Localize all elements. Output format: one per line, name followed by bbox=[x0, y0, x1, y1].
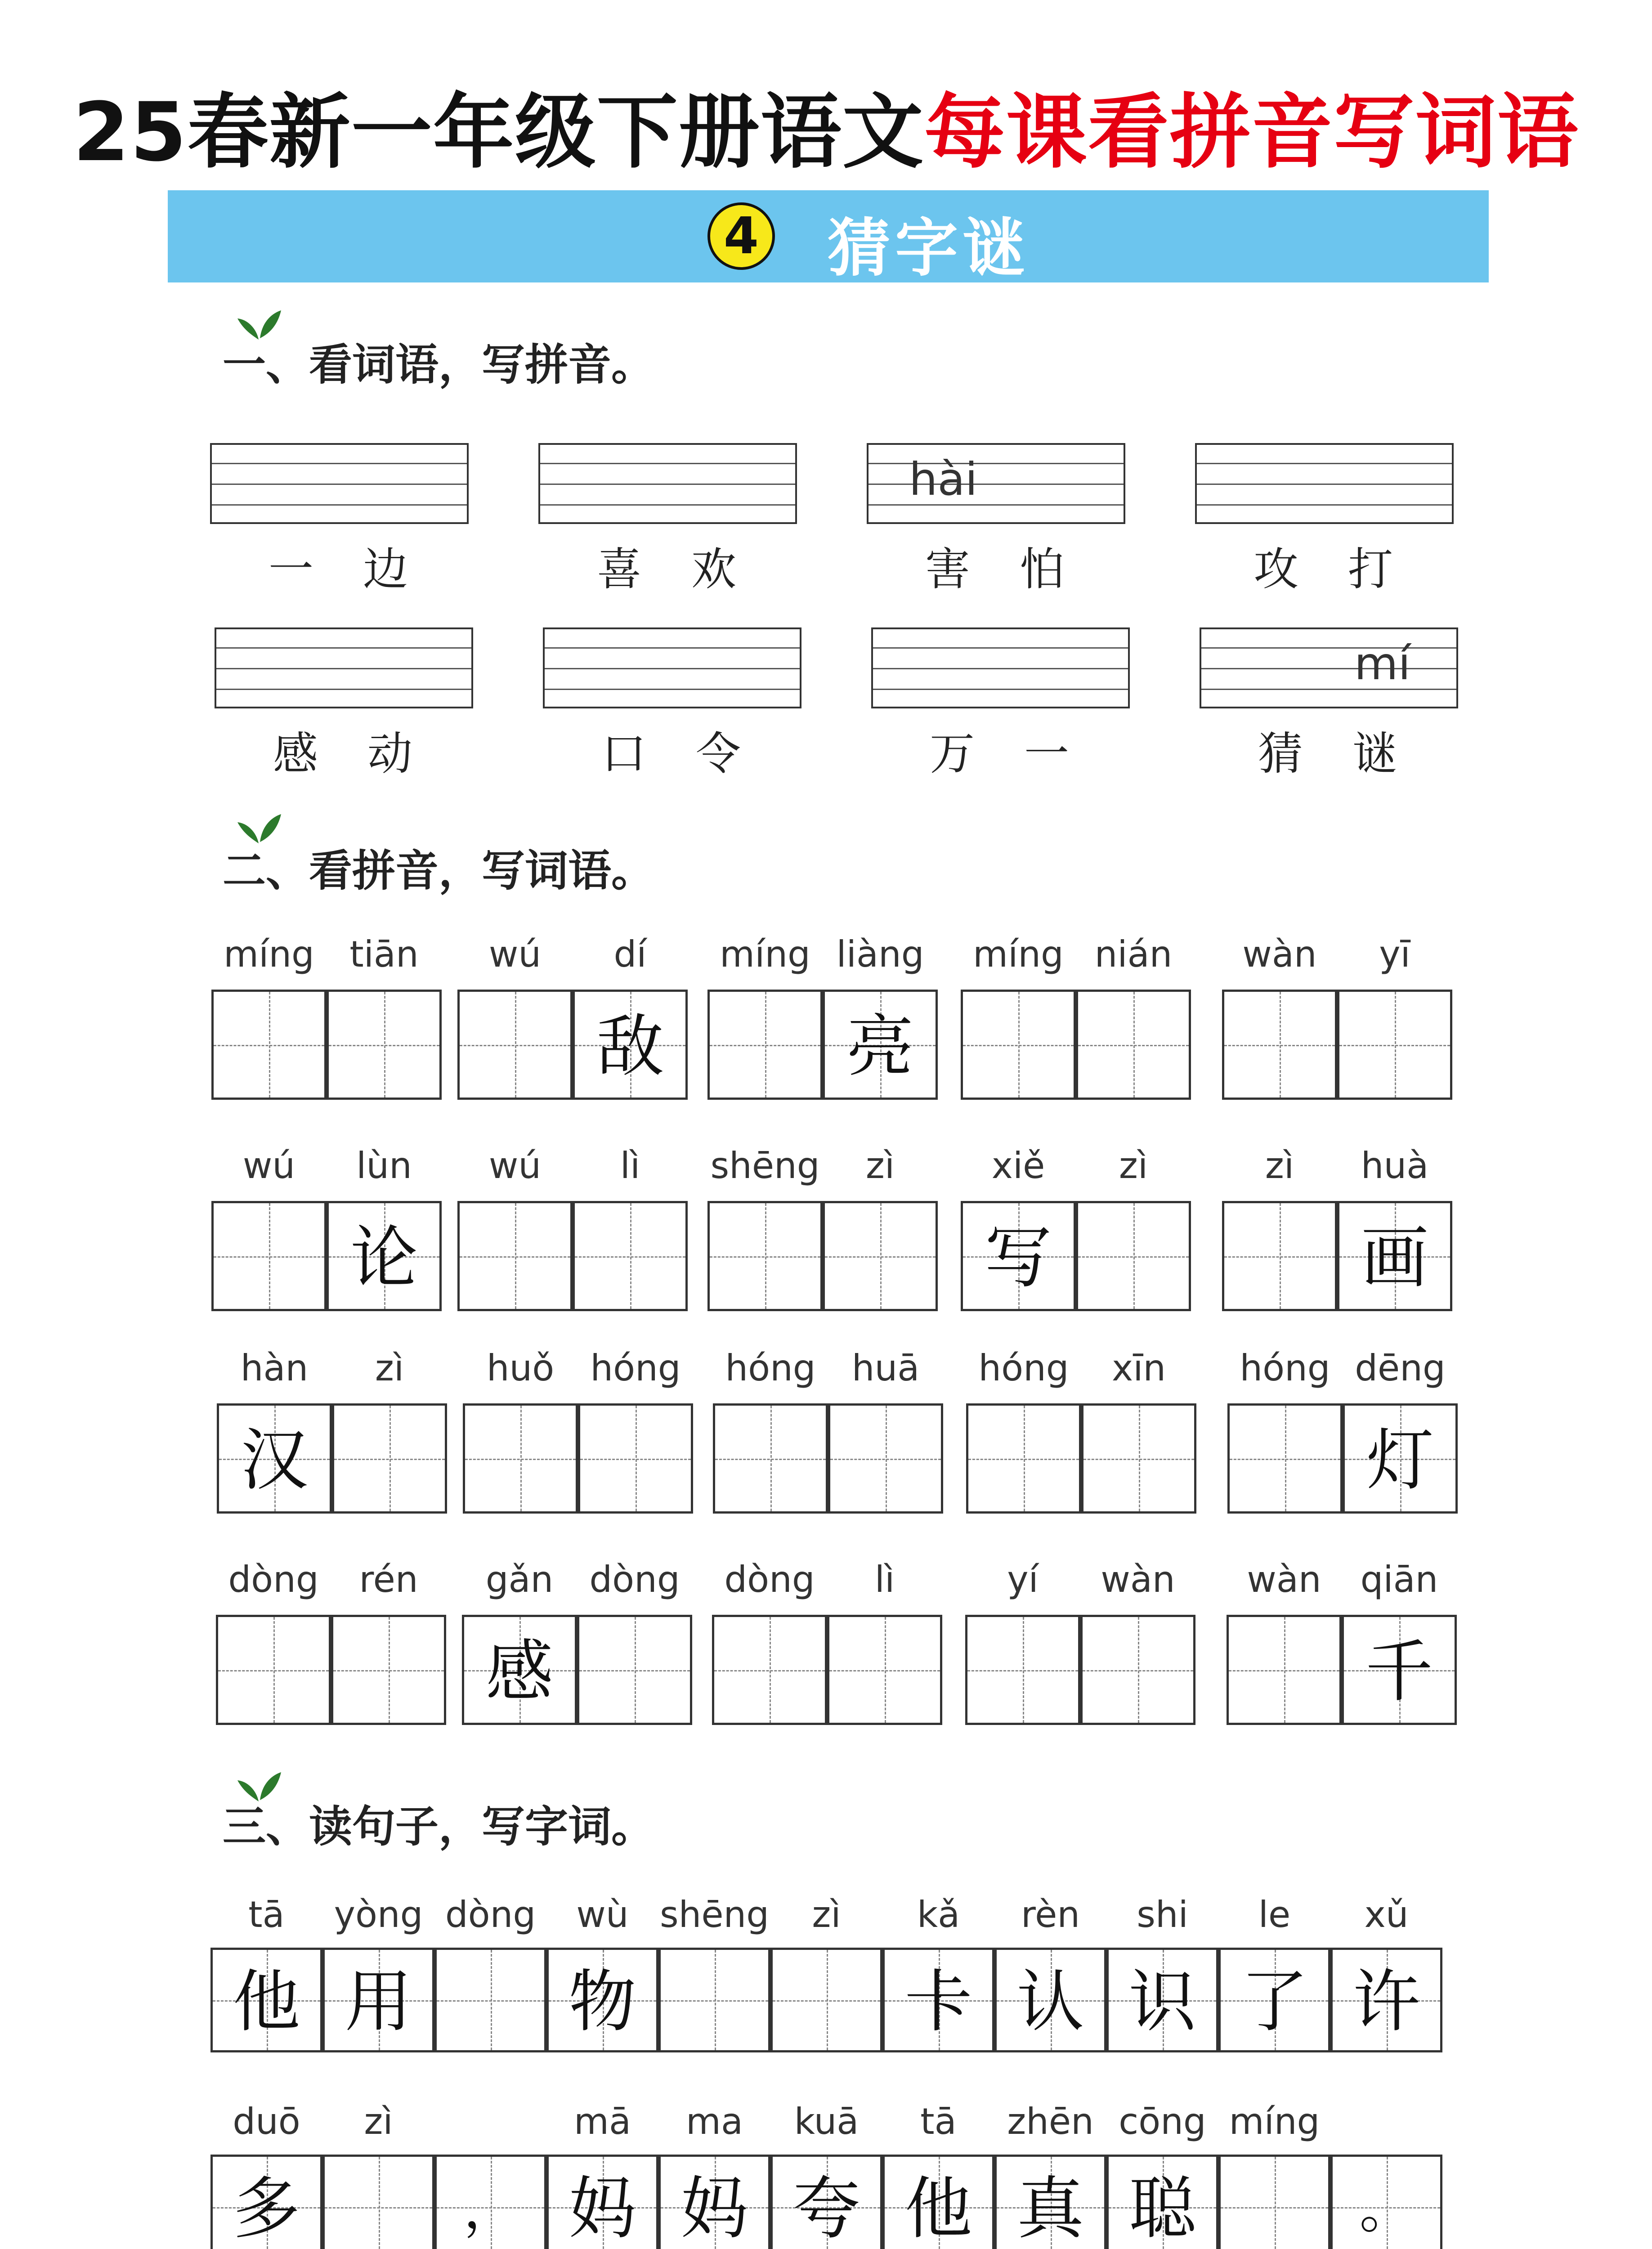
given-character bbox=[329, 992, 439, 1098]
pinyin-label: yī bbox=[1379, 933, 1410, 975]
section2-heading: 二、看拼音，写词语。 bbox=[223, 846, 654, 896]
pinyin-label: lì bbox=[620, 1145, 640, 1187]
word-char: 一 bbox=[1024, 727, 1069, 780]
pinyin-label: zì bbox=[812, 1894, 841, 1935]
pinyin-label: zhēn bbox=[1007, 2101, 1094, 2142]
character-box[interactable] bbox=[707, 1201, 823, 1311]
pinyin-label: duō bbox=[233, 2101, 300, 2142]
sentence-character-box[interactable] bbox=[994, 1948, 1106, 2052]
given-character: 物 bbox=[569, 1963, 636, 2041]
pinyin-label: tiān bbox=[349, 933, 419, 975]
word-characters bbox=[538, 533, 797, 596]
title-highlight: 每课看拼音写词语 bbox=[924, 85, 1579, 179]
word-char: 喜 bbox=[597, 543, 642, 596]
word-char: 令 bbox=[696, 727, 741, 780]
given-character bbox=[465, 1406, 576, 1511]
word-char: 害 bbox=[925, 543, 970, 596]
pinyin-label: wàn bbox=[1247, 1559, 1321, 1600]
sentence-character-box[interactable] bbox=[770, 1948, 882, 2052]
pinyin-label: qiān bbox=[1360, 1559, 1438, 1600]
given-character: 多 bbox=[233, 2170, 300, 2248]
pinyin-write-box[interactable] bbox=[215, 627, 473, 708]
given-character: 汉 bbox=[240, 1421, 308, 1500]
character-box[interactable] bbox=[1222, 1201, 1337, 1311]
character-box[interactable] bbox=[823, 990, 938, 1100]
given-character: 敌 bbox=[596, 1008, 664, 1086]
given-character bbox=[1078, 1203, 1189, 1309]
given-character bbox=[460, 992, 570, 1098]
given-character: 千 bbox=[1365, 1633, 1433, 1711]
pinyin-write-box[interactable] bbox=[210, 443, 469, 524]
pinyin-label: lùn bbox=[356, 1145, 412, 1187]
pinyin-label: ma bbox=[686, 2101, 743, 2142]
pinyin-write-box[interactable] bbox=[1200, 627, 1458, 708]
character-box[interactable] bbox=[573, 1201, 688, 1311]
given-character bbox=[333, 1617, 444, 1723]
given-character bbox=[334, 1406, 445, 1511]
given-character: 灯 bbox=[1366, 1421, 1434, 1500]
given-character: 聪 bbox=[1128, 2170, 1196, 2248]
character-box[interactable] bbox=[211, 990, 327, 1100]
given-character bbox=[715, 1406, 826, 1511]
character-box[interactable] bbox=[1342, 1615, 1457, 1725]
given-character bbox=[825, 1203, 936, 1309]
given-character: 用 bbox=[345, 1963, 412, 2041]
given-character bbox=[437, 1950, 544, 2050]
given-character bbox=[214, 992, 324, 1098]
pinyin-label: huǒ bbox=[486, 1347, 555, 1389]
pinyin-label: zì bbox=[375, 1347, 404, 1389]
sentence-character-box[interactable] bbox=[1218, 1948, 1330, 2052]
given-character bbox=[661, 1950, 768, 2050]
sentence-character-box[interactable] bbox=[1330, 2155, 1442, 2249]
given-character bbox=[968, 1406, 1079, 1511]
pinyin-label: dēng bbox=[1355, 1347, 1446, 1389]
given-character: 论 bbox=[350, 1219, 418, 1297]
pinyin-label: wú bbox=[488, 1145, 542, 1187]
word-char: 万 bbox=[930, 727, 975, 780]
sentence-character-box[interactable] bbox=[1106, 1948, 1218, 2052]
given-character bbox=[773, 1950, 880, 2050]
word-char: 打 bbox=[1348, 543, 1393, 596]
pinyin-label: wàn bbox=[1101, 1559, 1175, 1600]
sentence-character-box[interactable] bbox=[322, 1948, 434, 2052]
given-character bbox=[1224, 992, 1335, 1098]
word-characters bbox=[1195, 533, 1454, 596]
pinyin-label: míng bbox=[973, 933, 1064, 975]
character-box[interactable] bbox=[332, 1403, 447, 1514]
word-characters bbox=[543, 717, 801, 780]
character-box[interactable] bbox=[713, 1403, 828, 1514]
pinyin-label: shēng bbox=[659, 1894, 770, 1935]
pinyin-label: shēng bbox=[710, 1145, 820, 1187]
pinyin-label: míng bbox=[1229, 2101, 1320, 2142]
pinyin-label: dòng bbox=[228, 1559, 319, 1600]
pinyin-label: hóng bbox=[978, 1347, 1069, 1389]
sentence-character-box[interactable] bbox=[770, 2155, 882, 2249]
pinyin-label: kǎ bbox=[917, 1894, 960, 1935]
word-char: 欢 bbox=[691, 543, 736, 596]
pinyin-label: xīn bbox=[1111, 1347, 1166, 1389]
section3-heading: 三、读句子，写字词。 bbox=[223, 1801, 654, 1852]
character-box[interactable] bbox=[961, 1201, 1076, 1311]
given-character: 妈 bbox=[680, 2170, 748, 2248]
pinyin-label: shi bbox=[1137, 1894, 1188, 1935]
given-character: 许 bbox=[1352, 1963, 1420, 2041]
given-character: 他 bbox=[233, 1963, 300, 2041]
pinyin-label: dòng bbox=[445, 1894, 536, 1935]
pinyin-label: zì bbox=[865, 1145, 895, 1187]
pinyin-label: huā bbox=[851, 1347, 920, 1389]
character-box[interactable] bbox=[327, 990, 442, 1100]
character-box[interactable] bbox=[966, 1403, 1081, 1514]
sentence-character-box[interactable] bbox=[882, 1948, 994, 2052]
character-box[interactable] bbox=[1337, 1201, 1452, 1311]
word-char: 怕 bbox=[1020, 543, 1065, 596]
given-character: 他 bbox=[904, 2170, 972, 2248]
sentence-character-box[interactable] bbox=[658, 2155, 770, 2249]
pinyin-label: dòng bbox=[589, 1559, 680, 1600]
pinyin-label: gǎn bbox=[485, 1559, 554, 1600]
character-box[interactable] bbox=[961, 990, 1076, 1100]
pinyin-label: wàn bbox=[1242, 933, 1317, 975]
given-character bbox=[714, 1617, 825, 1723]
given-character: 画 bbox=[1361, 1219, 1428, 1297]
pinyin-label: zì bbox=[1265, 1145, 1294, 1187]
character-box[interactable] bbox=[712, 1615, 827, 1725]
pinyin-label: míng bbox=[720, 933, 810, 975]
word-char: 感 bbox=[273, 727, 318, 780]
character-box[interactable] bbox=[577, 1615, 692, 1725]
word-characters bbox=[871, 717, 1130, 780]
pinyin-label: lì bbox=[874, 1559, 895, 1600]
word-char: 一 bbox=[269, 543, 313, 596]
word-char: 谜 bbox=[1352, 727, 1397, 780]
given-character: 感 bbox=[485, 1633, 553, 1711]
pinyin-label: zì bbox=[1119, 1145, 1148, 1187]
pinyin-label: mā bbox=[574, 2101, 631, 2142]
given-character: 妈 bbox=[569, 2170, 636, 2248]
pinyin-label: hóng bbox=[590, 1347, 681, 1389]
sentence-character-box[interactable] bbox=[546, 2155, 658, 2249]
pinyin-write-box[interactable] bbox=[538, 443, 797, 524]
character-box[interactable] bbox=[823, 1201, 938, 1311]
sentence-character-box[interactable] bbox=[658, 1948, 770, 2052]
given-character bbox=[1221, 2157, 1328, 2249]
lesson-title: 猜字谜 bbox=[828, 212, 1030, 285]
given-character: 卡 bbox=[904, 1963, 972, 2041]
given-character bbox=[963, 992, 1074, 1098]
pinyin-label: dòng bbox=[724, 1559, 815, 1600]
word-char: 口 bbox=[601, 727, 646, 780]
character-box[interactable] bbox=[827, 1615, 942, 1725]
pinyin-label: míng bbox=[224, 933, 314, 975]
sentence-character-box[interactable] bbox=[994, 2155, 1106, 2249]
word-characters bbox=[1200, 717, 1458, 780]
character-box[interactable] bbox=[1076, 990, 1191, 1100]
sentence-character-box[interactable] bbox=[1330, 1948, 1442, 2052]
given-pinyin: hài bbox=[909, 453, 978, 506]
character-box[interactable] bbox=[1227, 1403, 1343, 1514]
pinyin-write-box[interactable] bbox=[867, 443, 1125, 524]
pinyin-label: tā bbox=[920, 2101, 957, 2142]
sentence-character-box[interactable] bbox=[1106, 2155, 1218, 2249]
given-character: 真 bbox=[1016, 2170, 1084, 2248]
given-character bbox=[1083, 1617, 1193, 1723]
given-character bbox=[967, 1617, 1078, 1723]
character-box[interactable] bbox=[578, 1403, 693, 1514]
character-box[interactable] bbox=[331, 1615, 446, 1725]
word-characters bbox=[867, 533, 1125, 596]
pinyin-label: le bbox=[1258, 1894, 1291, 1935]
given-character bbox=[1339, 992, 1450, 1098]
sentence-character-box[interactable] bbox=[210, 2155, 322, 2249]
pinyin-label: wú bbox=[488, 933, 542, 975]
character-box[interactable] bbox=[457, 1201, 573, 1311]
given-character: 写 bbox=[984, 1219, 1052, 1297]
pinyin-write-box[interactable] bbox=[871, 627, 1130, 708]
character-box[interactable] bbox=[462, 1615, 577, 1725]
character-box[interactable] bbox=[327, 1201, 442, 1311]
given-character bbox=[1224, 1203, 1335, 1309]
character-box[interactable] bbox=[707, 990, 823, 1100]
character-box[interactable] bbox=[1343, 1403, 1458, 1514]
character-box[interactable] bbox=[1337, 990, 1452, 1100]
word-char: 动 bbox=[367, 727, 412, 780]
pinyin-label: huà bbox=[1361, 1145, 1429, 1187]
pinyin-label: tā bbox=[248, 1894, 285, 1935]
pinyin-label: nián bbox=[1094, 933, 1173, 975]
pinyin-write-box[interactable] bbox=[1195, 443, 1454, 524]
lesson-number-badge: 4 bbox=[707, 202, 775, 270]
given-character bbox=[1230, 1406, 1340, 1511]
given-character: ， bbox=[463, 2178, 518, 2240]
given-character: 夸 bbox=[792, 2170, 860, 2248]
given-character bbox=[1078, 992, 1189, 1098]
title-main: 25春新一年级下册语文 bbox=[73, 85, 924, 179]
given-character: 识 bbox=[1128, 1963, 1196, 2041]
pinyin-label: rén bbox=[359, 1559, 418, 1600]
given-character bbox=[830, 1406, 941, 1511]
word-char: 攻 bbox=[1254, 543, 1298, 596]
character-box[interactable] bbox=[573, 990, 688, 1100]
character-box[interactable] bbox=[216, 1615, 331, 1725]
given-character bbox=[460, 1203, 570, 1309]
sentence-character-box[interactable] bbox=[434, 1948, 546, 2052]
character-box[interactable] bbox=[1080, 1615, 1195, 1725]
character-box[interactable] bbox=[1076, 1201, 1191, 1311]
given-character: 。 bbox=[1359, 2178, 1414, 2240]
character-box[interactable] bbox=[828, 1403, 943, 1514]
sentence-character-box[interactable] bbox=[546, 1948, 658, 2052]
page-title bbox=[0, 67, 1652, 184]
pinyin-label: yí bbox=[1007, 1559, 1039, 1600]
pinyin-label: hóng bbox=[1240, 1347, 1330, 1389]
character-box[interactable] bbox=[217, 1403, 332, 1514]
character-box[interactable] bbox=[463, 1403, 578, 1514]
character-box[interactable] bbox=[1081, 1403, 1196, 1514]
sentence-character-box[interactable] bbox=[434, 2155, 546, 2249]
word-characters bbox=[215, 717, 473, 780]
character-box[interactable] bbox=[965, 1615, 1080, 1725]
pinyin-label: xǔ bbox=[1364, 1894, 1409, 1935]
sentence-character-box[interactable] bbox=[210, 1948, 322, 2052]
pinyin-label: rèn bbox=[1021, 1894, 1080, 1935]
given-character: 了 bbox=[1240, 1963, 1308, 2041]
given-character: 认 bbox=[1016, 1963, 1084, 2041]
given-character bbox=[829, 1617, 940, 1723]
pinyin-label: wú bbox=[242, 1145, 295, 1187]
given-character bbox=[218, 1617, 329, 1723]
given-character bbox=[710, 992, 820, 1098]
pinyin-label: kuā bbox=[794, 2101, 859, 2142]
word-char: 猜 bbox=[1258, 727, 1303, 780]
given-character bbox=[710, 1203, 820, 1309]
pinyin-label: liàng bbox=[836, 933, 924, 975]
given-pinyin: mí bbox=[1354, 637, 1411, 690]
given-character bbox=[1083, 1406, 1194, 1511]
pinyin-label: hàn bbox=[240, 1347, 309, 1389]
character-box[interactable] bbox=[1222, 990, 1337, 1100]
pinyin-label: yòng bbox=[334, 1894, 423, 1935]
section1-heading: 一、看词语，写拼音。 bbox=[223, 340, 654, 390]
pinyin-write-box[interactable] bbox=[543, 627, 801, 708]
character-box[interactable] bbox=[1227, 1615, 1342, 1725]
word-char: 边 bbox=[363, 543, 408, 596]
given-character bbox=[580, 1406, 691, 1511]
character-box[interactable] bbox=[457, 990, 573, 1100]
given-character: 亮 bbox=[846, 1008, 914, 1086]
pinyin-label: dí bbox=[613, 933, 647, 975]
pinyin-label: hóng bbox=[725, 1347, 816, 1389]
given-character bbox=[579, 1617, 690, 1723]
word-characters bbox=[210, 533, 469, 596]
sentence-character-box[interactable] bbox=[1218, 2155, 1330, 2249]
sentence-character-box[interactable] bbox=[322, 2155, 434, 2249]
pinyin-label: zì bbox=[364, 2101, 393, 2142]
pinyin-label: wù bbox=[576, 1894, 629, 1935]
given-character bbox=[325, 2157, 432, 2249]
character-box[interactable] bbox=[211, 1201, 327, 1311]
given-character bbox=[1229, 1617, 1339, 1723]
given-character bbox=[575, 1203, 685, 1309]
sentence-character-box[interactable] bbox=[882, 2155, 994, 2249]
given-character bbox=[214, 1203, 324, 1309]
pinyin-label: xiě bbox=[991, 1145, 1045, 1187]
pinyin-label: cōng bbox=[1119, 2101, 1206, 2142]
